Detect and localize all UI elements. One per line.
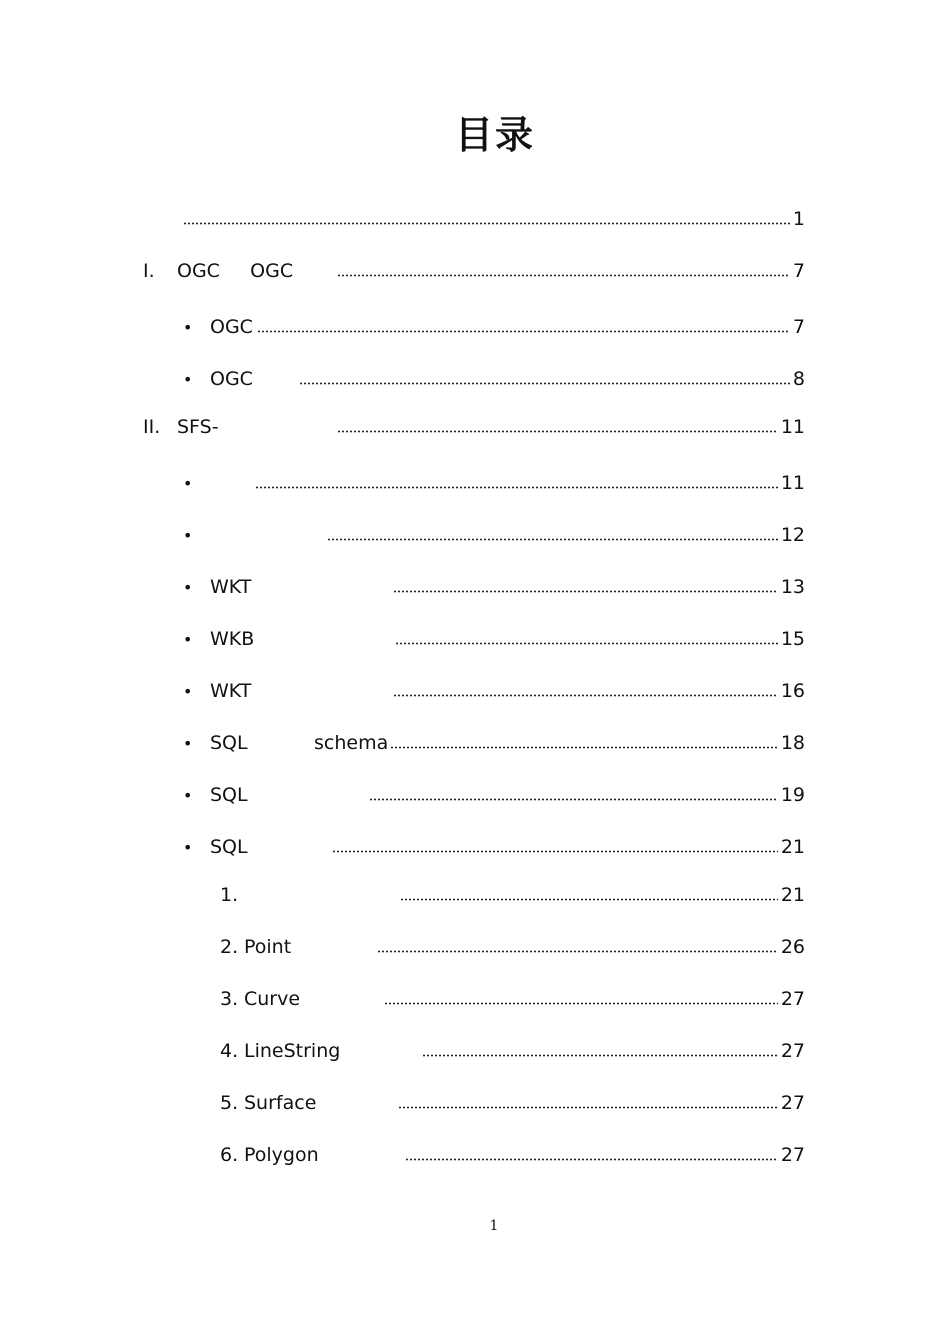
toc-entry[interactable] (183, 470, 805, 496)
toc-entry-label: Point (244, 936, 292, 958)
toc-entry-label: OGC OGC (177, 260, 294, 282)
toc-entry-page: 15 (780, 628, 805, 650)
toc-entry-page: 19 (780, 784, 805, 806)
toc-entry[interactable] (183, 366, 805, 392)
toc-entry[interactable] (220, 986, 805, 1012)
toc-entry-marker: II. (143, 416, 161, 438)
toc-entry-label: WKB (210, 628, 255, 650)
toc-entry-marker: 6. (220, 1144, 239, 1166)
toc-entry-marker: 3. (220, 988, 239, 1010)
toc-entry-marker: • (183, 734, 193, 753)
toc-entry-label: SQL (210, 784, 248, 806)
toc-leader (299, 382, 790, 385)
toc-leader (398, 1106, 777, 1109)
toc-entry-marker: 5. (220, 1092, 239, 1114)
toc-leader (422, 1054, 778, 1057)
toc-entry-label: WKT (210, 680, 252, 702)
toc-entry-label: OGC (210, 316, 253, 338)
toc-entry[interactable] (183, 782, 805, 808)
toc-entry[interactable] (183, 522, 805, 548)
toc-leader (369, 798, 778, 801)
toc-entry-page: 27 (780, 1040, 805, 1062)
toc-entry-page: 8 (792, 368, 805, 390)
toc-entry-marker: • (183, 786, 193, 805)
toc-entry-marker: • (183, 526, 193, 545)
toc-entry-label: LineString (244, 1040, 341, 1062)
toc-leader (183, 222, 790, 225)
toc-entry-page: 27 (780, 1144, 805, 1166)
toc-entry-marker: 4. (220, 1040, 239, 1062)
toc-entry[interactable] (220, 1142, 805, 1168)
toc-entry-page: 27 (780, 1092, 805, 1114)
toc-entry-label: WKT (210, 576, 252, 598)
toc-entry-marker: I. (143, 260, 155, 282)
toc-leader (393, 694, 777, 697)
toc-entry-marker: • (183, 370, 193, 389)
toc-leader (405, 1158, 778, 1161)
toc-entry-page: 27 (780, 988, 805, 1010)
toc-leader (400, 898, 778, 901)
toc-entry-marker: • (183, 682, 193, 701)
toc-leader (337, 430, 778, 433)
toc-leader (395, 642, 778, 645)
toc-entry-label: Surface (244, 1092, 317, 1114)
toc-leader (384, 1002, 778, 1005)
toc-entry[interactable] (220, 882, 805, 908)
toc-entry[interactable] (143, 258, 805, 284)
toc-entry-label: SQL (210, 836, 248, 858)
toc-entry-label: Curve (244, 988, 301, 1010)
toc-entry-label: OGC (210, 368, 253, 390)
toc-leader (332, 850, 778, 853)
toc-entry-marker: 2. (220, 936, 239, 958)
toc-entry[interactable] (220, 934, 805, 960)
toc-entry-page: 21 (780, 884, 805, 906)
toc-entry[interactable] (220, 1038, 805, 1064)
toc-entry[interactable] (220, 1090, 805, 1116)
toc-entry-page: 7 (792, 316, 805, 338)
toc-entry-marker: 1. (220, 884, 239, 906)
toc-entry-page: 11 (780, 472, 805, 494)
toc-leader (257, 330, 790, 333)
page-title: 目录 (454, 113, 535, 157)
toc-leader (390, 746, 778, 749)
toc-entry-page: 21 (780, 836, 805, 858)
toc-entry-marker: • (183, 838, 193, 857)
toc-entry-page: 7 (792, 260, 805, 282)
toc-entry[interactable] (183, 574, 805, 600)
toc-leader (377, 950, 778, 953)
toc-entry[interactable] (183, 678, 805, 704)
toc-entry[interactable] (143, 414, 805, 440)
toc-entry[interactable] (183, 206, 805, 232)
toc-leader (393, 590, 777, 593)
toc-entry[interactable] (183, 314, 805, 340)
toc-entry-label: SQL schema (210, 732, 389, 754)
toc-entry-page: 12 (780, 524, 805, 546)
toc-entry[interactable] (183, 834, 805, 860)
toc-entry-marker: • (183, 474, 193, 493)
toc-entry-label: SFS- (177, 416, 219, 438)
toc-entry-marker: • (183, 578, 193, 597)
toc-entry-page: 1 (792, 208, 805, 230)
toc-entry-page: 18 (780, 732, 805, 754)
toc-leader (255, 486, 778, 489)
page-number: 1 (489, 1218, 499, 1234)
toc-entry-marker: • (183, 318, 193, 337)
toc-entry-label: Polygon (244, 1144, 319, 1166)
toc-entry[interactable] (183, 626, 805, 652)
toc-entry[interactable] (183, 730, 805, 756)
toc-entry-page: 13 (780, 576, 805, 598)
toc-entry-page: 16 (780, 680, 805, 702)
toc-entry-marker: • (183, 630, 193, 649)
toc-entry-page: 11 (780, 416, 805, 438)
toc-entry-page: 26 (780, 936, 805, 958)
toc-leader (327, 538, 778, 541)
toc-leader (337, 274, 790, 277)
